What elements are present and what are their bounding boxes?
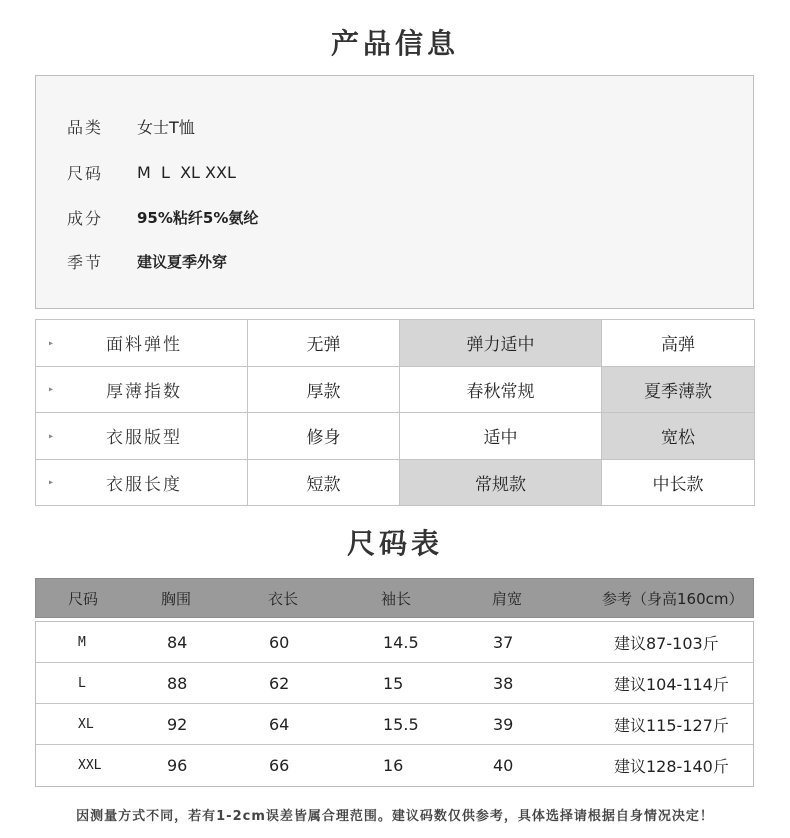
size-value-cell: 84 [167, 632, 188, 652]
size-value-cell: 15 [383, 673, 404, 693]
size-name-cell: M [78, 634, 86, 650]
size-row [36, 663, 753, 704]
attribute-option: 中长款 [602, 459, 755, 506]
size-row [36, 704, 753, 745]
size-value-cell: 37 [493, 632, 514, 652]
size-header-cell: 肩宽 [492, 589, 523, 608]
size-name-cell: L [78, 675, 86, 691]
size-name-cell: XXL [78, 758, 102, 773]
attribute-option: 无弹 [248, 320, 400, 367]
attribute-option: 短款 [248, 459, 400, 506]
size-value-cell: 62 [269, 673, 290, 693]
info-label: 季节 [67, 252, 104, 272]
size-value-cell: 建议115-127斤 [614, 715, 729, 735]
caret-right-icon: ▸ [49, 431, 56, 441]
size-value-cell: 88 [167, 673, 188, 693]
size-value-cell: 92 [167, 714, 188, 734]
footer-note: 因测量方式不同，若有1-2cm误差皆属合理范围。建议码数仅供参考，具体选择请根据自身情况决定！ [76, 809, 714, 824]
size-row [36, 622, 753, 663]
attribute-label [36, 366, 248, 413]
info-row-category [67, 114, 195, 138]
size-chart-title: 尺码表 [346, 527, 443, 560]
size-value-cell: 40 [493, 756, 514, 775]
size-value-cell: 14.5 [383, 632, 419, 652]
caret-right-icon: ▸ [49, 477, 56, 487]
caret-right-icon: ▸ [49, 338, 56, 348]
attributes-table [35, 319, 755, 506]
product-info-box [35, 75, 754, 309]
size-value-cell: 建议128-140斤 [614, 757, 729, 776]
info-row-size [67, 160, 236, 184]
attribute-label-text: 衣服版型 [106, 428, 182, 449]
attribute-option: 宽松 [602, 413, 755, 460]
attribute-option: 弹力适中 [400, 320, 602, 367]
size-row [36, 745, 753, 786]
info-value: M L XL XXL [137, 162, 236, 182]
size-value-cell: 39 [493, 714, 514, 734]
info-value: 女士T恤 [137, 117, 195, 137]
attribute-row [36, 413, 755, 460]
attribute-option: 高弹 [602, 320, 755, 367]
size-value-cell: 96 [167, 756, 188, 775]
size-value-cell: 建议104-114斤 [614, 674, 729, 694]
info-label: 品类 [67, 117, 104, 137]
attribute-label [36, 413, 248, 460]
size-value-cell: 15.5 [383, 714, 419, 734]
size-value-cell: 60 [269, 632, 290, 652]
size-header-cell: 袖长 [381, 589, 412, 608]
product-info-title: 产品信息 [330, 27, 459, 60]
attribute-label-text: 面料弹性 [106, 335, 182, 356]
size-value-cell: 64 [269, 714, 290, 734]
size-chart-header [35, 578, 754, 618]
info-row-season [67, 249, 227, 273]
size-value-cell: 38 [493, 673, 514, 693]
size-value-cell: 16 [383, 756, 404, 775]
info-label: 尺码 [67, 163, 104, 183]
size-header-cell: 胸围 [161, 589, 192, 608]
caret-right-icon: ▸ [49, 384, 56, 394]
attribute-row [36, 459, 755, 506]
attribute-label-text: 厚薄指数 [106, 381, 182, 402]
attribute-option: 适中 [400, 413, 602, 460]
size-header-cell: 衣长 [268, 589, 299, 608]
attribute-option: 常规款 [400, 459, 602, 506]
attribute-row [36, 320, 755, 367]
size-chart-body [35, 621, 754, 787]
attribute-option: 春秋常规 [400, 366, 602, 413]
info-value: 95%粘纤5%氨纶 [137, 208, 259, 227]
attribute-option: 修身 [248, 413, 400, 460]
size-value-cell: 建议87-103斤 [614, 633, 719, 653]
info-value: 建议夏季外穿 [137, 252, 228, 271]
size-value-cell: 66 [269, 756, 290, 775]
attribute-label [36, 459, 248, 506]
attribute-label-text: 衣服长度 [106, 474, 182, 495]
attribute-row [36, 366, 755, 413]
attribute-option: 夏季薄款 [602, 366, 755, 413]
size-name-cell: XL [78, 716, 94, 732]
size-header-cell: 尺码 [68, 589, 99, 608]
info-row-material [67, 205, 258, 229]
attribute-option: 厚款 [248, 366, 400, 413]
info-label: 成分 [67, 208, 104, 228]
size-header-cell: 参考（身高160cm） [602, 589, 744, 608]
attribute-label [36, 320, 248, 367]
